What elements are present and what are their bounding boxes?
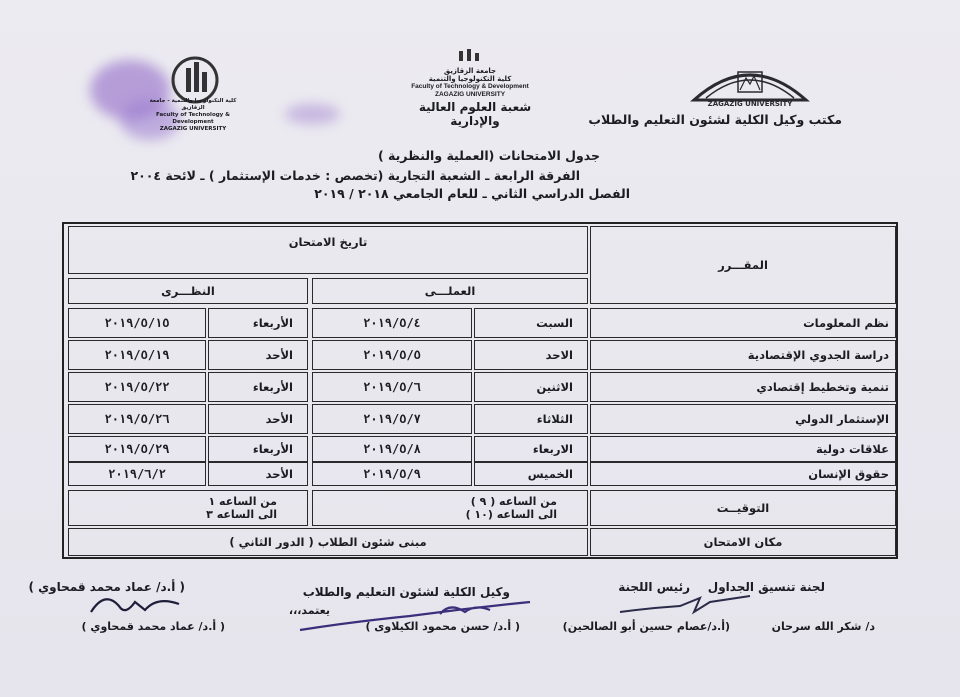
course-cell: الإستثمار الدولي [590, 404, 896, 434]
theory-day: الأحد [208, 462, 308, 486]
practical-date: ٢٠١٩/٥/٥ [312, 340, 472, 370]
page-subtitle: الفرقة الرابعة ـ الشعبة التجارية (تخصص : خدمات الإستثمار ) ـ لائحة ٢٠٠٤ [130, 168, 580, 183]
semester-line: الفصل الدراسي الثاني ـ للعام الجامعي ٢٠١٨ / ٢٠١٩ [314, 186, 630, 201]
faculty-emblem-icon [455, 49, 485, 63]
theory-date: ٢٠١٩/٥/١٥ [68, 308, 206, 338]
theory-date: ٢٠١٩/٥/١٩ [68, 340, 206, 370]
dean-signature [85, 586, 185, 622]
committee-label: لجنة تنسيق الجداول [707, 580, 825, 594]
faculty-logo-line: ZAGAZIG UNIVERSITY [434, 91, 506, 98]
timing-label: التوقيــت [590, 490, 896, 526]
faculty-logo-line: كلية التكنولوجيا والتنمية [428, 75, 512, 83]
course-header: المقـــرر [590, 226, 896, 304]
location-value: مبنى شئون الطلاب ( الدور الثاني ) [68, 528, 588, 556]
practical-day: الاثنين [474, 372, 588, 402]
faculty-tl-line: Faculty of Technology & Development [156, 112, 230, 125]
practical-date: ٢٠١٩/٥/٧ [312, 404, 472, 434]
course-cell: تنمية وتخطيط إقتصادي [590, 372, 896, 402]
dean-name: ( أ.د/ عماد محمد قمحاوي ) [81, 620, 225, 633]
committee-head-label: رئيس اللجنة [618, 580, 690, 594]
practical-header: العملـــى [312, 278, 588, 304]
practical-date: ٢٠١٩/٥/٩ [312, 462, 472, 486]
course-cell: حقوق الإنسان [590, 462, 896, 486]
office-title: مكتب وكيل الكلية لشئون التعليم والطلاب [588, 112, 842, 127]
faculty-logo [395, 48, 545, 99]
practical-timing [312, 490, 588, 526]
theory-timing-from: من الساعه ١ [208, 495, 277, 508]
theory-day: الأحد [208, 340, 308, 370]
practical-day: الاحد [474, 340, 588, 370]
practical-day: الثلاثاء [474, 404, 588, 434]
theory-date: ٢٠١٩/٥/٢٩ [68, 436, 206, 462]
theory-day: الأربعاء [208, 436, 308, 462]
approved-label: يعتمد،،، [288, 604, 330, 617]
theory-timing-to: الى الساعه ٣ [206, 508, 277, 521]
vice-dean-label: وكيل الكلية لشئون التعليم والطلاب [302, 585, 510, 599]
theory-day: الأحد [208, 404, 308, 434]
university-seal-logo [690, 54, 810, 110]
vice-dean-name: ( أ.د/ حسن محمود الكيلاوى ) [365, 620, 520, 633]
practical-day: السبت [474, 308, 588, 338]
theory-day: الأربعاء [208, 308, 308, 338]
location-label: مكان الامتحان [590, 528, 896, 556]
theory-day: الأربعاء [208, 372, 308, 402]
course-cell: علاقات دولية [590, 436, 896, 462]
committee-head-signature [610, 592, 760, 622]
exam-date-header: تاريخ الامتحان [68, 226, 588, 274]
exam-schedule-table [62, 222, 898, 559]
practical-date: ٢٠١٩/٥/٦ [312, 372, 472, 402]
theory-date: ٢٠١٩/٥/٢٢ [68, 372, 206, 402]
practical-timing-to: الى الساعه (١٠ ) [465, 508, 557, 521]
theory-date: ٢٠١٩/٦/٢ [68, 462, 206, 486]
department-title: شعبة العلوم العالية والإدارية [418, 100, 532, 128]
faculty-tl-text [138, 98, 248, 133]
faculty-tl-line: كلية التكنولوجيا والتنمية - جامعة الزقازيق [149, 98, 237, 111]
committee-member-name: د/ شكر الله سرحان [771, 620, 875, 633]
practical-timing-from: من الساعه ( ٩ ) [470, 495, 557, 508]
dean-label: ( أ.د/ عماد محمد قمحاوي ) [28, 580, 185, 594]
faculty-tl-line: ZAGAZIG UNIVERSITY [159, 126, 227, 132]
practical-day: الخميس [474, 462, 588, 486]
practical-day: الاربعاء [474, 436, 588, 462]
course-cell: دراسة الجدوي الإقتصادية [590, 340, 896, 370]
theory-header: النظـــرى [68, 278, 308, 304]
seal-label: ZAGAZIG UNIVERSITY [707, 100, 793, 108]
course-cell: نظم المعلومات [590, 308, 896, 338]
theory-timing [68, 490, 308, 526]
purple-stamp-smudge [285, 104, 340, 124]
theory-date: ٢٠١٩/٥/٢٦ [68, 404, 206, 434]
faculty-logo-line: جامعة الزقازيق [443, 67, 497, 75]
page-title: جدول الامتحانات (العملية والنظرية ) [377, 148, 600, 163]
practical-date: ٢٠١٩/٥/٨ [312, 436, 472, 462]
practical-date: ٢٠١٩/٥/٤ [312, 308, 472, 338]
faculty-logo-line: Faculty of Technology & Development [411, 83, 529, 90]
committee-head-name: (أ.د/عصام حسين أبو الصالحين) [562, 620, 730, 633]
